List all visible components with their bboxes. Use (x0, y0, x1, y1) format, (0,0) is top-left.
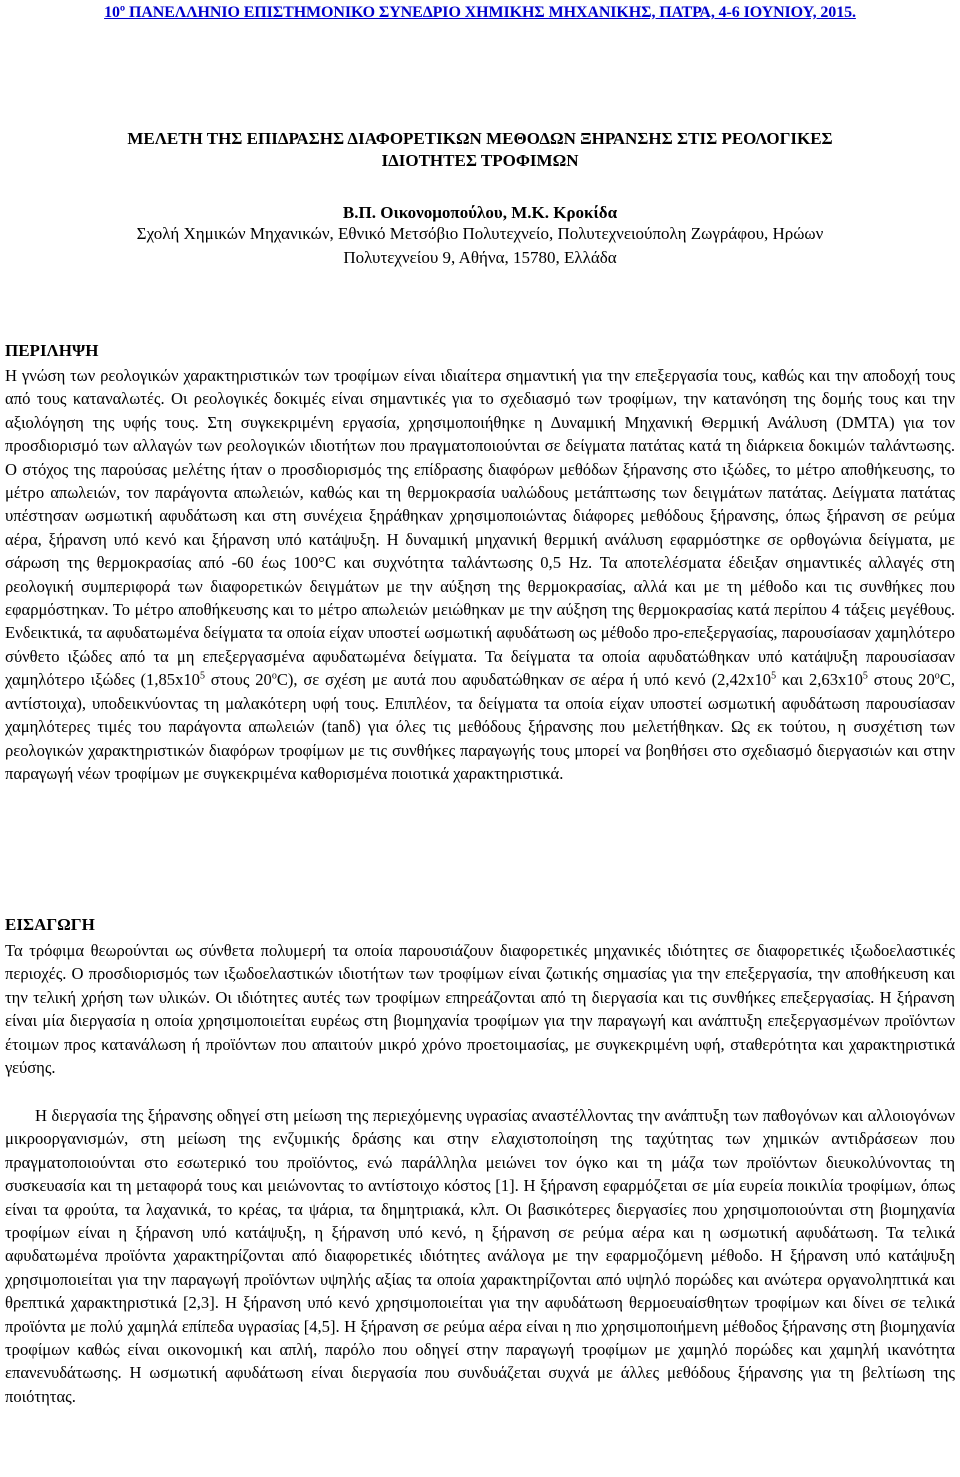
paper-title (0, 128, 960, 172)
superscript: o (934, 670, 940, 682)
abstract-text-part-4: και 2,63x10 (776, 670, 863, 690)
introduction-paragraph-2: Η διεργασία της ξήρανσης οδηγεί στη μείωση της περιεχόμενης υγρασίας αναστέλλοντας την ανάπτυξη των παθογόνων και αλλοιογόνων μικροοργανισμών, στη μείωση της ενζυμικής δράσης και στην ελαχιστοποίηση της ταχύτητας των χημικών αντιδράσεων που πραγματοποιούνται στο εσωτερικό του προϊόντος, ενώ παράλληλα μειώνει τον όγκο και τη μάζα των προϊόντων διευκολύνοντας τη συσκευασία και τη μεταφορά τους και μειώνοντας το αντίστοιχο κόστος [1]. Η ξήρανση εφαρμόζεται σε μία ευρεία ποικιλία τροφίμων, όπως είναι τα φρούτα, τα λαχανικά, το κρέας, τα ψάρια, τα δημητριακά, κλπ. Οι βασικότερες διεργασίες που χρησιμοποιούνται στη βιομηχανία τροφίμων είναι η ξήρανση υπό κατάψυξη, η ξήρανση υπό κενό, η ξήρανση σε ρεύμα αέρα και η ωσμωτική αφυδάτωση. Τα τελικά αφυδατωμένα προϊόντα χαρακτηρίζονται από διαφορετικές ιδιότητες ανάλογα με την εφαρμοζόμενη μέθοδο. Η ξήρανση υπό κατάψυξη χρησιμοποιείται για την παραγωγή προϊόντων υψηλής αξίας τα οποία χαρακτηρίζονται από υψηλό πορώδες και ανώτερα οργανοληπτικά και θρεπτικά χαρακτηριστικά [2,3]. Η ξήρανση υπό κενό χρησιμοποιείται για την αφυδάτωση θερμοευαίσθητων τροφίμων και δίνει σε τελικά προϊόντα με πολύ χαμηλά επίπεδα υγρασίας [4,5]. Η ξήρανση σε ρεύμα αέρα είναι η πιο χρησιμοποιήμενη μέθοδος ξήρανσης στη βιομηχανία τροφίμων καθώς είναι οικονομική και απλή, παρόλο που οδηγεί στην παραγωγή τροφίμων με χαμηλό πορώδες και χαμηλή ικανότητα επανενυδάτωσης. Η ωσμωτική αφυδάτωση είναι διεργασία που συνδυάζεται συχνά με άλλες μεθόδους ξήρανσης για τη βελτίωση της ποιότητας. (5, 1106, 955, 1406)
authors: Β.Π. Οικονομοπούλου, Μ.Κ. Κροκίδα (342, 203, 618, 222)
affiliation (0, 222, 960, 270)
introduction-heading: ΕΙΣΑΓΩΓΗ (5, 915, 95, 934)
abstract-heading: ΠΕΡΙΛΗΨΗ (5, 341, 99, 360)
superscript: 5 (771, 670, 777, 682)
abstract-text-part-6: C, αντίστοιχα), υποδεικνύοντας τη μαλακότερη υφή τους. Επιπλέον, τα δείγματα τα οποία είχαν υποστεί ωσμωτική αφυδάτωση παρουσίασαν χαμηλότερες τιμές του παράγοντα απωλειών (tanδ) για όλες τις μεθόδους ξήρανσης που μελετήθηκαν. Ως εκ τούτου, η συσχέτιση των ρεολογικών χαρακτηριστικών διαφόρων τροφίμων με τις συνθήκες παραγωγής τους μπορεί να βοηθήσει στο σχεδιασμό διεργασιών και στην παραγωγή νέων τροφίμων με συγκεκριμένα καθορισμένα ποιοτικά χαρακτηριστικά. (5, 670, 955, 783)
abstract-text-part-5: στους 20 (867, 670, 935, 690)
paper-title-line-1: ΜΕΛΕΤΗ ΤΗΣ ΕΠΙΔΡΑΣΗΣ ΔΙΑΦΟΡΕΤΙΚΩΝ ΜΕΘΟΔΩΝ ΞΗΡΑΝΣΗΣ ΣΤΙΣ ΡΕΟΛΟΓΙΚΕΣ (127, 129, 833, 148)
introduction-paragraph-1: Τα τρόφιμα θεωρούνται ως σύνθετα πολυμερή τα οποία παρουσιάζουν διαφορετικές μηχανικές ιδιότητες σε διαφορετικές ιξωδοελαστικές περιοχές. Ο προσδιορισμός των ιξωδοελαστικών ιδιοτήτων των τροφίμων είναι ζωτικής σημασίας για την επεξεργασία, την αποθήκευση και την τελική χρήση των υλικών. Οι ιδιότητες αυτές των τροφίμων επηρεάζονται από τη διεργασία και τις συνθήκες επεξεργασίας. Η ξήρανση είναι μία διεργασία η οποία χρησιμοποιείται ευρέως στη βιομηχανία τροφίμων για την παραγωγή και ανάπτυξη επεξεργασμένων προϊόντων έτοιμων προς κατανάλωση ή προϊόντων που απαιτούν μικρό χρόνο προετοιμασίας, με συγκεκριμένη υφή, σταθερότητα και χαρακτηριστικά γεύσης. (5, 941, 955, 1078)
superscript: o (271, 670, 277, 682)
conference-header: 10º ΠΑΝΕΛΛΗΝΙΟ ΕΠΙΣΤΗΜΟΝΙΚΟ ΣΥΝΕΔΡΙΟ ΧΗΜΙΚΗΣ ΜΗΧΑΝΙΚΗΣ, ΠΑΤΡΑ, 4-6 ΙΟΥΝΙΟΥ, 2015. (104, 4, 856, 21)
affiliation-line-2: Πολυτεχνείου 9, Αθήνα, 15780, Ελλάδα (343, 248, 617, 267)
abstract-text-part-2: στους 20 (204, 670, 272, 690)
paper-title-line-2: ΙΔΙΟΤΗΤΕΣ ΤΡΟΦΙΜΩΝ (381, 151, 579, 170)
superscript: 5 (199, 670, 205, 682)
abstract-text-part-1: Η γνώση των ρεολογικών χαρακτηριστικών των τροφίμων είναι ιδιαίτερα σημαντική για την επεξεργασία τους, καθώς και την αποδοχή τους από τους καταναλωτές. Οι ρεολογικές δοκιμές είναι σημαντικές για το σχεδιασμό των τροφίμων, την κατανόηση της δομής τους και την αξιολόγηση της υφής τους. Στη συγκεκριμένη εργασία, χρησιμοποιήθηκε η Δυναμική Μηχανική Θερμική Ανάλυση (DMTA) για τον προσδιορισμό των αλλαγών των ρεολογικών ιδιοτήτων που πραγματοποιούνται σε δείγματα πατάτας κατά τη διάρκεια δοκιμών ταλάντωσης. Ο στόχος της παρούσας μελέτης ήταν ο προσδιορισμός της επίδρασης διαφόρων μεθόδων ξήρανσης στο ιξώδες, το μέτρο αποθήκευσης, το μέτρο απωλειών, τον παράγοντα απωλειών, καθώς και τη θερμοκρασία υαλώδους μετάπτωσης των δειγμάτων πατάτας. Δείγματα πατάτας υπέστησαν ωσμωτική αφυδάτωση και στη συνέχεια ξηράθηκαν χρησιμοποιώντας διάφορες μεθόδους ξήρανσης, όπως ξήρανση σε ρεύμα αέρα, ξήρανση υπό κενό και ξήρανση υπό κατάψυξη. Η δυναμική μηχανική θερμική ανάλυση εφαρμόστηκε σε ορθογώνια δείγματα, με σάρωση της θερμοκρασίας από -60 έως 100°C και συχνότητα ταλάντωσης 0,5 Hz. Τα αποτελέσματα έδειξαν σημαντικές αλλαγές στη ρεολογική συμπεριφορά των διαφορετικών δειγμάτων με την αύξηση της θερμοκρασίας, αλλά και με τη μέθοδο και τις συνθήκες που εφαρμόστηκαν. Το μέτρο αποθήκευσης και το μέτρο απωλειών μειώθηκαν με την αύξηση της θερμοκρασίας κατά περίπου 4 τάξεις μεγέθους. Ενδεικτικά, τα αφυδατωμένα δείγματα τα οποία είχαν υποστεί ωσμωτική αφυδάτωση ως μέθοδο προ-επεξεργασίας, παρουσίασαν χαμηλότερο σύνθετο ιξώδες από τα μη επεξεργασμένα αφυδατωμένα δείγματα. Τα δείγματα τα οποία αφυδατώθηκαν υπό κατάψυξη παρουσίασαν χαμηλότερο ιξώδες (1,85x10 (5, 366, 955, 690)
abstract-text-part-3: C), σε σχέση με αυτά που αφυδατώθηκαν σε αέρα ή υπό κενό (2,42x10 (276, 670, 772, 690)
superscript: 5 (862, 670, 868, 682)
abstract-body (5, 364, 955, 785)
affiliation-line-1: Σχολή Χημικών Μηχανικών, Εθνικό Μετσόβιο Πολυτεχνείο, Πολυτεχνειούπολη Ζωγράφου, Ηρώων (136, 224, 824, 243)
